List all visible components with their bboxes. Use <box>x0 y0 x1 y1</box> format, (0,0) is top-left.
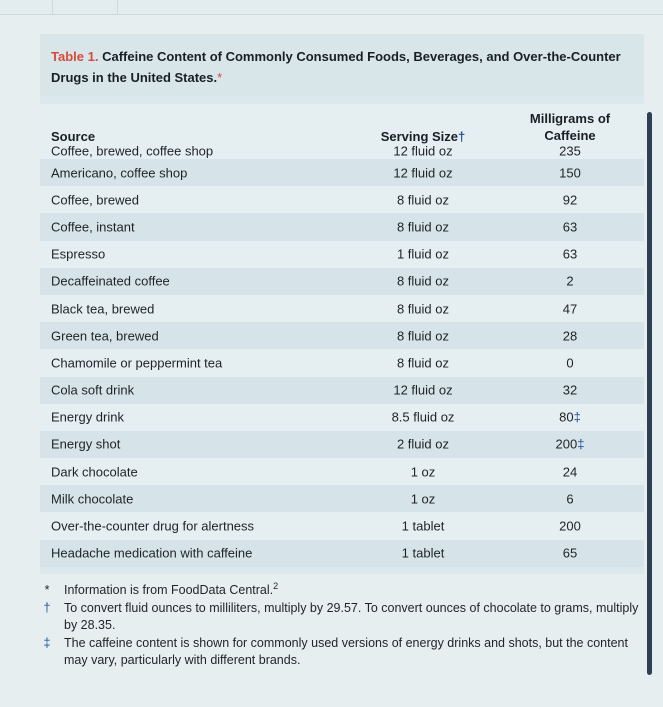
table-row <box>40 295 644 322</box>
footnote-text: To convert fluid ounces to milliliters, multiply by 29.57. To convert ounces of chocolate to grams, multiply by 28.35. <box>64 601 639 632</box>
cell-source: Headache medication with caffeine <box>51 545 253 561</box>
cell-serving-size: 1 tablet <box>401 545 445 561</box>
footnote-symbol: † <box>43 601 51 615</box>
cell-serving-size: 1 tablet <box>401 518 445 534</box>
table-row <box>40 143 644 159</box>
table-footnotes <box>40 582 644 670</box>
cell-caffeine-mg <box>520 491 620 506</box>
caffeine-value: 24 <box>562 464 578 480</box>
cell-caffeine-mg <box>520 301 620 316</box>
cell-source: Milk chocolate <box>51 491 134 507</box>
cell-source: Over-the-counter drug for alertness <box>51 518 255 534</box>
caffeine-value: 150 <box>559 165 581 181</box>
table-row <box>40 349 644 376</box>
cell-serving-size: 8.5 fluid oz <box>391 409 455 425</box>
caffeine-value: 200 <box>555 436 578 452</box>
cell-serving-size: 8 fluid oz <box>396 273 450 289</box>
table-title-box <box>40 34 644 96</box>
table-title <box>51 46 636 88</box>
table-panel <box>40 34 644 574</box>
cell-source: Americano, coffee shop <box>51 165 188 181</box>
caffeine-value: 47 <box>562 301 578 317</box>
table-row <box>40 431 644 458</box>
footnote-symbol: * <box>44 583 50 597</box>
caffeine-value: 63 <box>562 246 578 262</box>
cell-serving-size: 1 oz <box>410 491 436 507</box>
scrollbar-thumb[interactable] <box>647 112 652 675</box>
cell-source: Coffee, brewed, coffee shop <box>51 143 214 159</box>
table-label: Table 1. <box>51 49 99 64</box>
caffeine-value: 92 <box>562 192 578 208</box>
footnote <box>40 635 644 669</box>
table-row <box>40 322 644 349</box>
cell-source: Cola soft drink <box>51 382 135 398</box>
caffeine-value: 63 <box>562 219 578 235</box>
caffeine-table <box>40 104 644 567</box>
cell-caffeine-mg <box>520 165 620 180</box>
cell-caffeine-mg <box>520 328 620 343</box>
cell-caffeine-mg <box>520 519 620 534</box>
header-serving-size <box>371 129 475 144</box>
header-source: Source <box>51 129 96 144</box>
table-row <box>40 186 644 213</box>
cell-serving-size: 12 fluid oz <box>393 165 453 181</box>
header-serving-text: Serving Size <box>380 129 459 144</box>
caffeine-value: 65 <box>562 545 578 561</box>
cell-caffeine-mg <box>520 437 620 452</box>
footnote-text: Information is from FoodData Central. <box>64 583 274 597</box>
header-serving-marker[interactable]: † <box>458 129 466 144</box>
caffeine-value: 28 <box>562 328 578 344</box>
cell-source: Energy drink <box>51 409 124 425</box>
cell-source: Chamomile or peppermint tea <box>51 355 223 371</box>
cell-source: Espresso <box>51 246 106 262</box>
table-row <box>40 268 644 295</box>
cell-source: Black tea, brewed <box>51 301 155 317</box>
table-title-text: Caffeine Content of Commonly Consumed Foods, Beverages, and Over-the-Counter Drugs in the United States. <box>51 49 621 85</box>
cell-caffeine-mg <box>520 546 620 561</box>
cell-serving-size: 8 fluid oz <box>396 355 450 371</box>
table-row <box>40 377 644 404</box>
reference-superscript[interactable]: 2 <box>273 580 279 591</box>
footnote <box>40 582 644 599</box>
table-body <box>40 143 644 567</box>
footnote-marker[interactable]: ‡ <box>577 436 585 452</box>
caffeine-value: 6 <box>566 491 574 507</box>
table-header-row <box>40 104 644 146</box>
cell-serving-size: 1 fluid oz <box>396 246 450 262</box>
caffeine-value: 235 <box>559 143 581 159</box>
cell-serving-size: 12 fluid oz <box>393 382 453 398</box>
table-row <box>40 159 644 186</box>
toolbar-cell <box>52 0 118 14</box>
cell-source: Decaffeinated coffee <box>51 273 170 289</box>
header-caffeine-line2: Caffeine <box>544 128 596 143</box>
cell-source: Green tea, brewed <box>51 328 159 344</box>
toolbar-cell <box>0 0 53 14</box>
cell-caffeine-mg <box>520 355 620 370</box>
cell-source: Coffee, instant <box>51 219 135 235</box>
cell-serving-size: 8 fluid oz <box>396 328 450 344</box>
footnote-text: The caffeine content is shown for commonly used versions of energy drinks and shots, but the content may vary, particularly with different brands. <box>64 636 628 667</box>
table-row <box>40 241 644 268</box>
cell-source: Coffee, brewed <box>51 192 139 208</box>
header-caffeine <box>520 110 620 144</box>
cell-caffeine-mg <box>520 247 620 262</box>
cell-serving-size: 1 oz <box>410 464 436 480</box>
footnote-symbol: ‡ <box>43 636 51 650</box>
table-row <box>40 213 644 240</box>
title-footnote-marker[interactable]: * <box>217 70 223 85</box>
cell-serving-size: 8 fluid oz <box>396 301 450 317</box>
table-row <box>40 404 644 431</box>
cell-caffeine-mg <box>520 410 620 425</box>
cell-caffeine-mg <box>520 383 620 398</box>
cell-caffeine-mg <box>520 274 620 289</box>
table-row <box>40 512 644 539</box>
cell-serving-size: 8 fluid oz <box>396 219 450 235</box>
caffeine-value: 2 <box>566 273 574 289</box>
cell-caffeine-mg <box>520 192 620 207</box>
cell-serving-size: 2 fluid oz <box>396 436 450 452</box>
top-toolbar-strip <box>0 0 663 15</box>
cell-caffeine-mg <box>520 219 620 234</box>
cell-caffeine-mg <box>520 464 620 479</box>
cell-serving-size: 8 fluid oz <box>396 192 450 208</box>
table-row <box>40 485 644 512</box>
table-row <box>40 540 644 567</box>
cell-serving-size: 12 fluid oz <box>393 143 453 159</box>
caffeine-value: 200 <box>559 518 581 534</box>
cell-source: Energy shot <box>51 436 121 452</box>
cell-caffeine-mg <box>520 144 620 159</box>
caffeine-value: 32 <box>562 382 578 398</box>
caffeine-value: 80 <box>559 409 574 425</box>
cell-source: Dark chocolate <box>51 464 138 480</box>
caffeine-value: 0 <box>566 355 574 371</box>
header-caffeine-line1: Milligrams of <box>529 111 611 126</box>
table-row <box>40 458 644 485</box>
footnote <box>40 600 644 634</box>
footnote-marker[interactable]: ‡ <box>573 409 581 425</box>
